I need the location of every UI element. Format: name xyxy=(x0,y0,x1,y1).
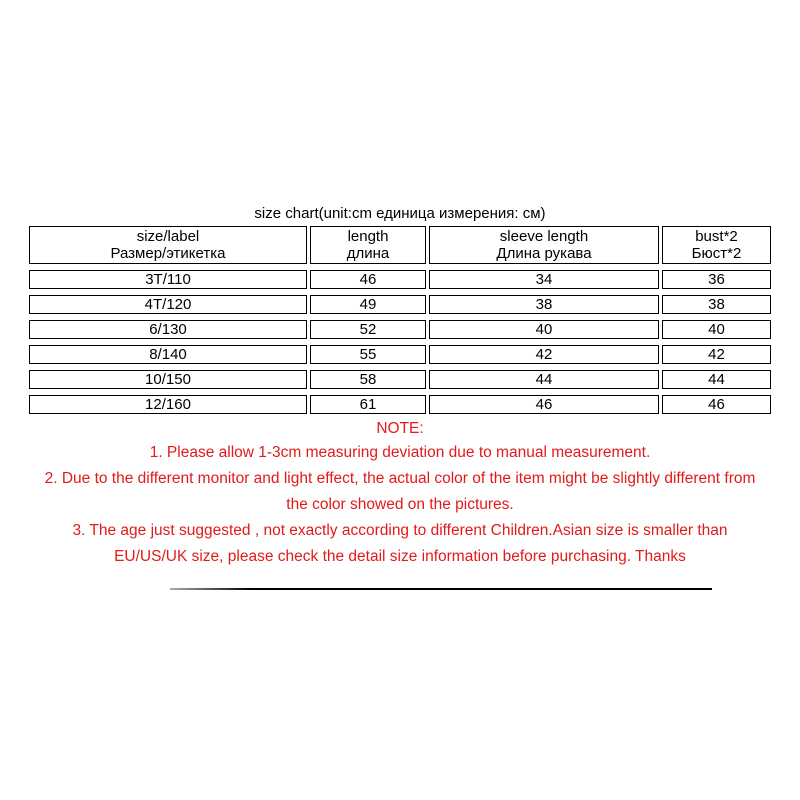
size-chart-title: size chart(unit:cm единица измерения: см) xyxy=(254,205,546,222)
cell-size: 3T/110 xyxy=(29,270,307,289)
header-line-en: bust*2 xyxy=(695,228,738,245)
note-section xyxy=(0,418,800,570)
cell-length: 61 xyxy=(310,395,426,414)
cell-size: 4T/120 xyxy=(29,295,307,314)
cell-bust: 36 xyxy=(662,270,771,289)
cell-sleeve-length: 34 xyxy=(429,270,659,289)
cell-length: 55 xyxy=(310,345,426,364)
cell-bust: 46 xyxy=(662,395,771,414)
table-header-row xyxy=(29,226,771,264)
cell-length: 58 xyxy=(310,370,426,389)
cell-sleeve-length: 42 xyxy=(429,345,659,364)
cell-length: 49 xyxy=(310,295,426,314)
cell-size: 6/130 xyxy=(29,320,307,339)
header-line-ru: длина xyxy=(346,245,390,262)
table-row xyxy=(29,345,771,364)
note-line: EU/US/UK size, please check the detail size information before purchasing. Thanks xyxy=(114,548,686,565)
table-row xyxy=(29,370,771,389)
cell-bust: 42 xyxy=(662,345,771,364)
table-row xyxy=(29,295,771,314)
header-line-ru: Размер/этикетка xyxy=(110,245,226,262)
cell-size: 12/160 xyxy=(29,395,307,414)
cell-size: 8/140 xyxy=(29,345,307,364)
note-line: the color showed on the pictures. xyxy=(286,496,514,513)
header-line-en: size/label xyxy=(136,228,200,245)
note-line: 2. Due to the different monitor and light effect, the actual color of the item might be slightly different from xyxy=(44,470,756,487)
cell-bust: 40 xyxy=(662,320,771,339)
cell-length: 52 xyxy=(310,320,426,339)
cell-length: 46 xyxy=(310,270,426,289)
header-bust xyxy=(662,226,771,264)
header-size-label xyxy=(29,226,307,264)
header-line-ru: Бюст*2 xyxy=(691,245,742,262)
header-line-en: sleeve length xyxy=(499,228,589,245)
header-sleeve-length xyxy=(429,226,659,264)
table-row xyxy=(29,320,771,339)
header-line-ru: Длина рукава xyxy=(496,245,592,262)
header-line-en: length xyxy=(347,228,389,245)
cell-sleeve-length: 44 xyxy=(429,370,659,389)
cell-sleeve-length: 40 xyxy=(429,320,659,339)
size-chart-table xyxy=(29,226,771,420)
cell-bust: 38 xyxy=(662,295,771,314)
table-row xyxy=(29,395,771,414)
cell-size: 10/150 xyxy=(29,370,307,389)
table-row xyxy=(29,270,771,289)
cell-sleeve-length: 46 xyxy=(429,395,659,414)
note-heading: NOTE: xyxy=(376,420,424,437)
header-length xyxy=(310,226,426,264)
divider-line xyxy=(170,588,712,590)
note-line: 1. Please allow 1-3cm measuring deviation due to manual measurement. xyxy=(149,444,651,461)
note-line: 3. The age just suggested , not exactly according to different Children.Asian size is smaller than xyxy=(72,522,728,539)
cell-sleeve-length: 38 xyxy=(429,295,659,314)
cell-bust: 44 xyxy=(662,370,771,389)
